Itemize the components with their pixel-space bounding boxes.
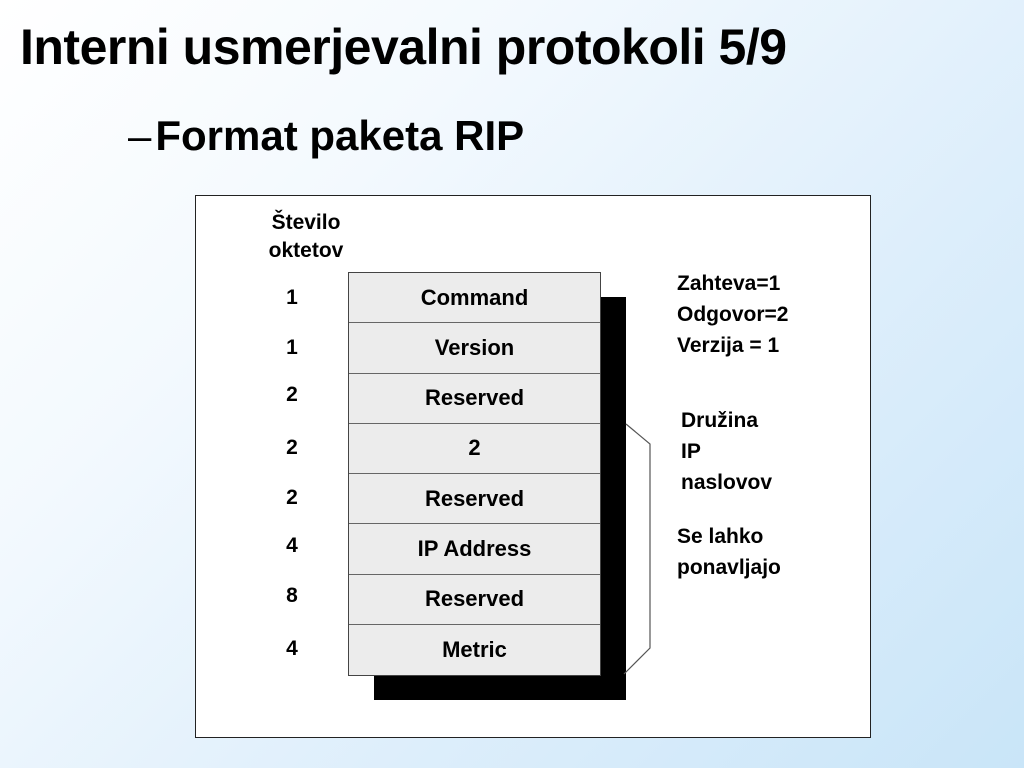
octet-count-ip-address: 4: [286, 534, 298, 557]
slide-subtitle: Format paketa RIP: [155, 112, 525, 159]
family-note-line3: naslovov: [681, 471, 773, 494]
command-response-value: Odgovor=2: [677, 303, 789, 326]
field-command: Command: [349, 273, 600, 323]
octet-count-version: 1: [286, 336, 298, 359]
field-metric: Metric: [349, 625, 600, 675]
octet-count-reserved-3: 8: [286, 584, 298, 607]
field-reserved-1: Reserved: [349, 374, 600, 424]
address-family-note: [681, 405, 772, 498]
field-ip-address: IP Address: [349, 524, 600, 574]
command-request-value: Zahteva=1: [677, 272, 781, 295]
family-note-line2: IP: [681, 440, 701, 463]
octets-heading-line2: oktetov: [268, 239, 344, 262]
repeat-note: [677, 521, 781, 583]
subtitle-bullet: [128, 112, 524, 160]
rip-field-table: [348, 272, 601, 676]
octet-count-metric: 4: [286, 637, 298, 660]
family-note-line1: Družina: [681, 409, 759, 432]
octet-count-command: 1: [286, 286, 298, 309]
field-reserved-3: Reserved: [349, 575, 600, 625]
field-address-family: 2: [349, 424, 600, 474]
octets-column-heading: [258, 209, 354, 265]
field-reserved-2: Reserved: [349, 474, 600, 524]
octets-heading-line1: Število: [271, 211, 341, 234]
repeat-bracket: [600, 420, 660, 680]
field-version: Version: [349, 323, 600, 373]
slide-title: Interni usmerjevalni protokoli 5/9: [20, 19, 787, 75]
octet-count-reserved-2: 2: [286, 486, 298, 509]
version-value: Verzija = 1: [677, 334, 780, 357]
repeat-note-line2: ponavljajo: [677, 556, 781, 579]
octet-count-address-family: 2: [286, 436, 298, 459]
bullet-dash: –: [128, 112, 152, 159]
command-values-note: [677, 268, 788, 361]
repeat-note-line1: Se lahko: [677, 525, 764, 548]
octet-count-reserved-1: 2: [286, 383, 298, 406]
